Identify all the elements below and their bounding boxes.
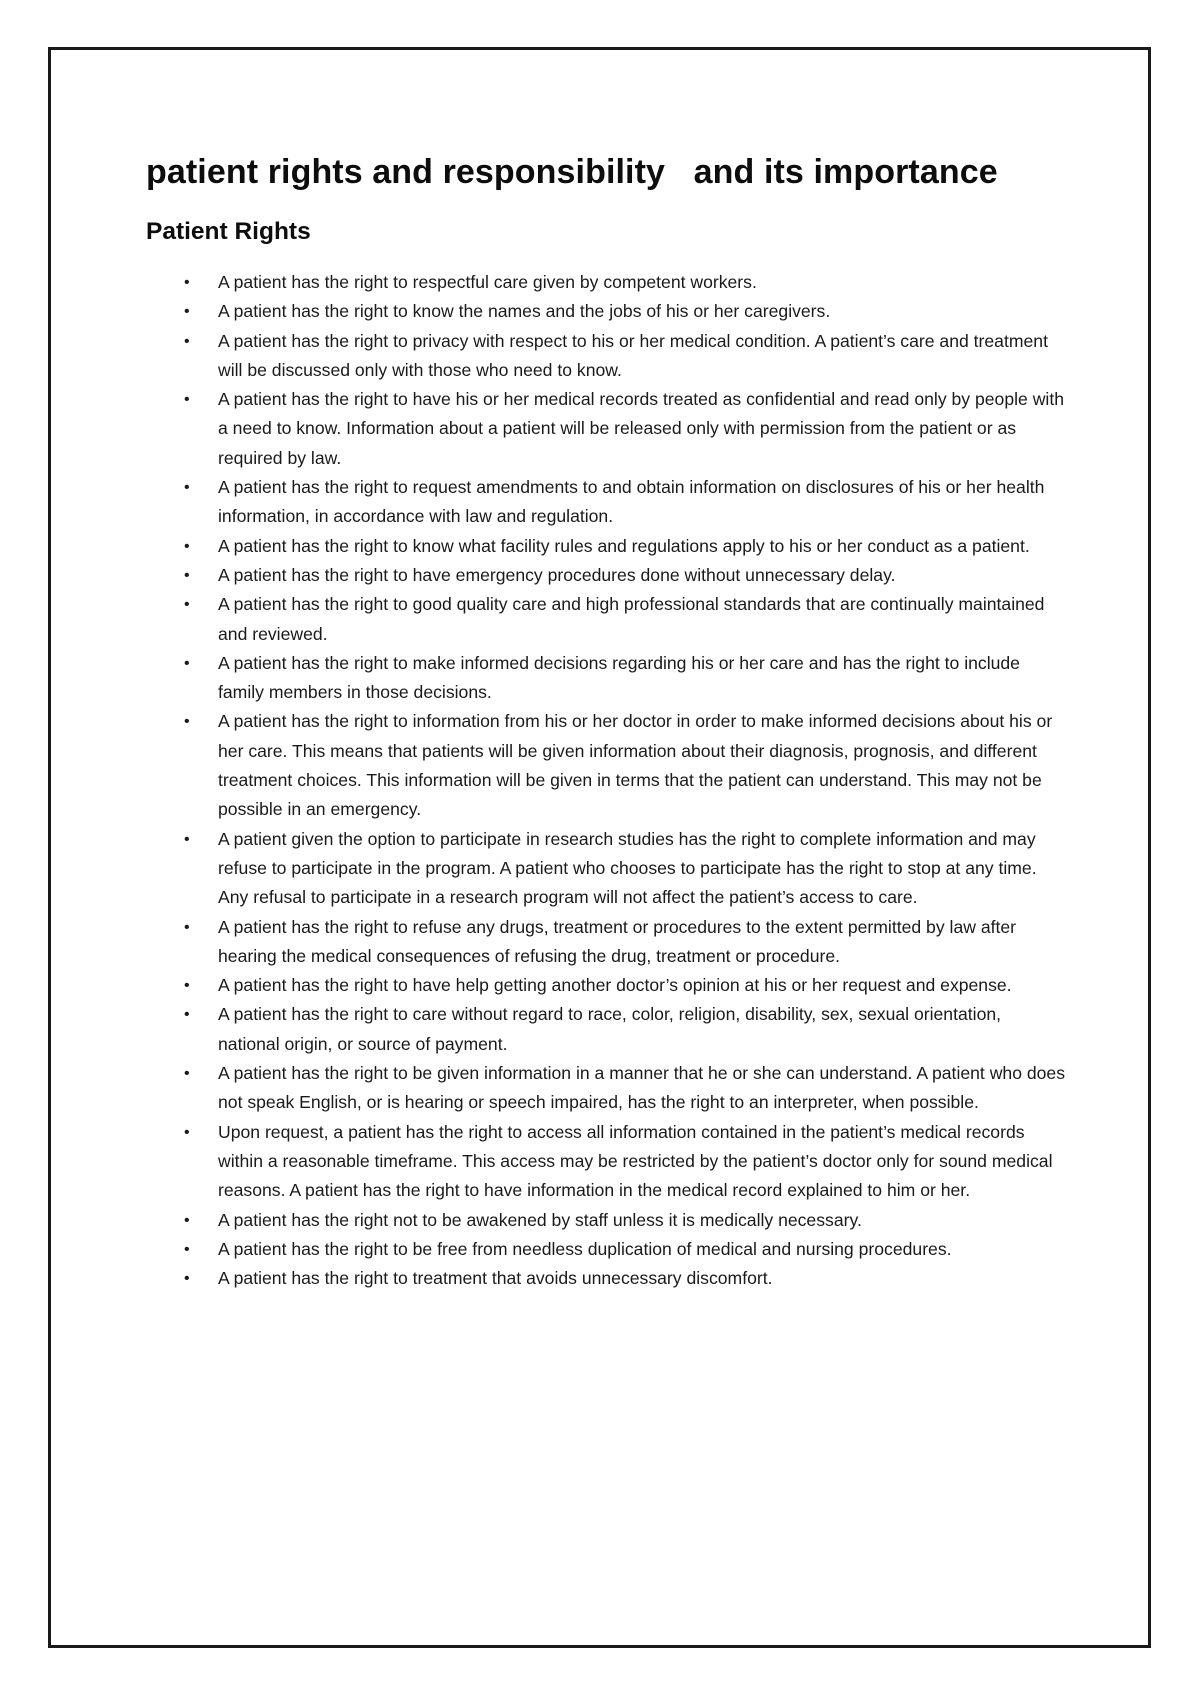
list-item-text: A patient has the right to know what facility rules and regulations apply to his or her conduct as a patient. [218,535,1030,556]
bullet-icon: • [184,654,190,672]
list-item-text: A patient has the right to be free from needless duplication of medical and nursing procedures. [218,1238,952,1259]
bullet-icon: • [184,391,190,409]
list-item-text: A patient has the right to privacy with respect to his or her medical condition. A patient’s care and treatment will be discussed only with those who need to know. [218,330,1048,380]
list-item [146,473,1066,532]
bullet-icon: • [184,1211,190,1229]
bullet-icon: • [184,596,190,614]
bullet-icon: • [184,303,190,321]
bullet-icon: • [184,1240,190,1258]
list-item [146,707,1066,824]
list-item [146,971,1066,1000]
bullet-icon: • [184,977,190,995]
bullet-icon: • [184,274,190,291]
list-item [146,1206,1066,1235]
document-body [146,150,1066,1293]
bullet-icon: • [184,479,190,497]
list-item-text: A patient has the right to refuse any drugs, treatment or procedures to the extent permitted by law after hearing the medical consequences of refusing the drug, treatment or procedure. [218,916,1017,966]
list-item [146,561,1066,590]
patient-rights-list [146,268,1066,1293]
list-item-text: A patient has the right to care without regard to race, color, religion, disability, sex, sexual orientation, national origin, or source of payment. [218,1004,1002,1054]
list-item [146,297,1066,326]
list-item [146,1000,1066,1059]
list-item [146,385,1066,473]
list-item-text: A patient has the right to know the names and the jobs of his or her caregivers. [218,301,831,322]
list-item-text: A patient has the right to be given information in a manner that he or she can understand. A patient who does not speak English, or is hearing or speech impaired, has the right to an interpreter, when possible. [218,1063,1066,1113]
bullet-icon: • [184,537,190,555]
list-item-text: A patient has the right to have help getting another doctor’s opinion at his or her request and expense. [218,975,1012,996]
bullet-icon: • [184,1270,190,1288]
bullet-icon: • [184,713,190,731]
list-item-text: A patient has the right to good quality care and high professional standards that are continually maintained and reviewed. [218,594,1045,644]
bullet-icon: • [184,830,190,848]
list-item-text: A patient has the right to make informed decisions regarding his or her care and has the right to include family members in those decisions. [218,652,1020,703]
list-item [146,825,1066,913]
list-item [146,1118,1066,1206]
list-item [146,1264,1066,1293]
list-item-text: A patient has the right to information from his or her doctor in order to make informed decisions about his or her care. This means that patients will be given information about their diagnosis, prognosis, and different treatment choices. This information will be given in terms that the patient can understand. This may not be possible in an emergency. [218,711,1053,820]
list-item [146,649,1066,708]
section-heading-patient-rights: Patient Rights [146,218,311,245]
bullet-icon: • [184,1123,190,1141]
list-item [146,1059,1066,1118]
bullet-icon: • [184,1006,190,1024]
bullet-icon: • [184,566,190,584]
list-item [146,1235,1066,1264]
bullet-icon: • [184,332,190,350]
list-item-text: A patient given the option to participate in research studies has the right to complete information and may refuse to participate in the program. A patient who chooses to participate has the right to stop at any time. Any refusal to participate in a research program will not affect the patient’s access to care. [218,828,1037,908]
list-item-text: A patient has the right to have his or her medical records treated as confidential and read only by people with a need to know. Information about a patient will be released only with permission from the patient or as required by law. [218,389,1064,468]
list-item [146,327,1066,386]
list-item [146,590,1066,649]
list-item-text: A patient has the right to request amendments to and obtain information on disclosures of his or her health information, in accordance with law and regulation. [218,477,1045,527]
list-item-text: A patient has the right to treatment that avoids unnecessary discomfort. [218,1268,773,1289]
bullet-icon: • [184,918,190,936]
list-item [146,532,1066,561]
document-title: patient rights and responsibility and its importance [146,153,998,191]
list-item-text: A patient has the right to respectful care given by competent workers. [218,272,757,292]
list-item-text: A patient has the right to have emergency procedures done without unnecessary delay. [218,564,896,585]
list-item-text: Upon request, a patient has the right to access all information contained in the patient’s medical records within a reasonable timeframe. This access may be restricted by the patient’s doctor only for sound medical reasons. A patient has the right to have information in the medical record explained to him or her. [218,1121,1053,1201]
list-item [146,913,1066,972]
bullet-icon: • [184,1065,190,1083]
list-item-text: A patient has the right not to be awakened by staff unless it is medically necessary. [218,1209,862,1230]
list-item [146,268,1066,297]
